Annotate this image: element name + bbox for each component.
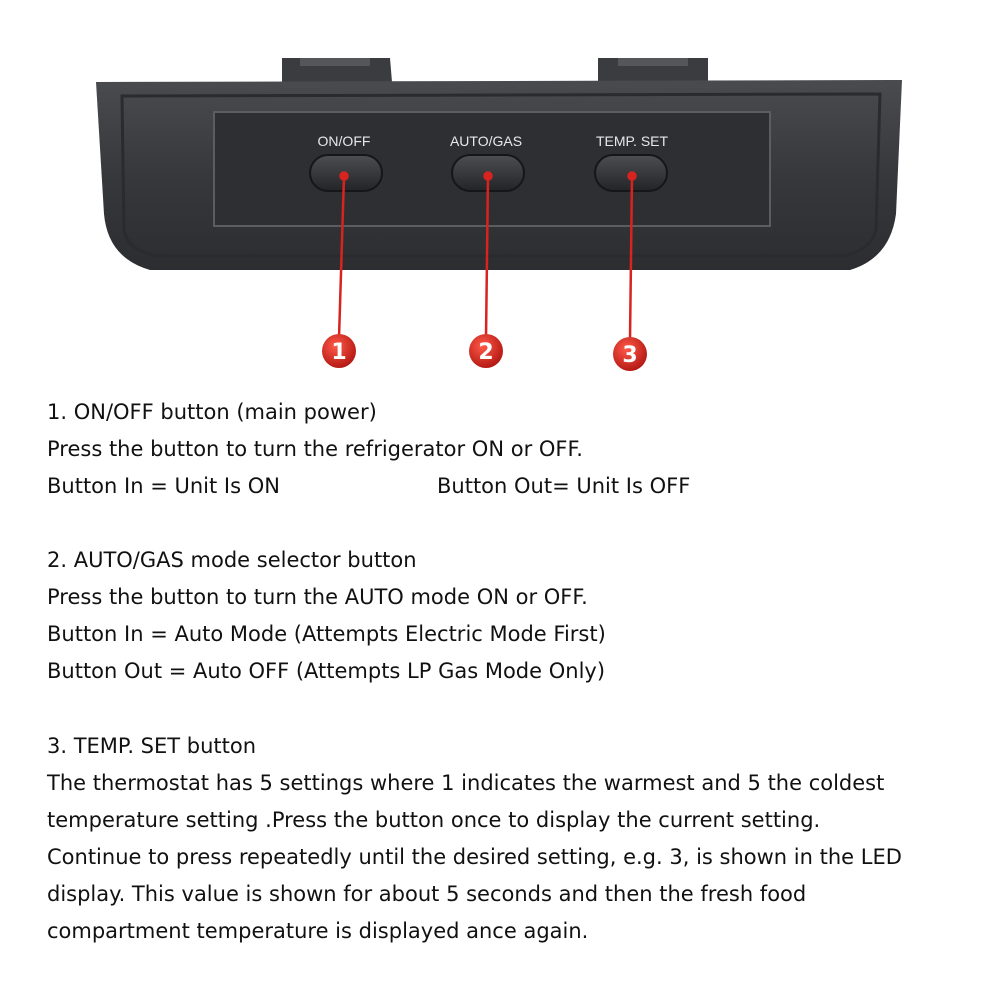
section-line: temperature setting .Press the button once to display the current setting.: [47, 808, 821, 832]
section-auto-gas: [47, 542, 977, 690]
section-on-off: [47, 394, 977, 505]
auto-gas-label: AUTO/GAS: [449, 133, 523, 149]
callout-badge-3: [613, 337, 647, 371]
section-temp-set: [47, 728, 977, 950]
button-out-text: Button Out= Unit Is OFF: [437, 474, 691, 498]
control-panel-illustration: [0, 0, 1001, 380]
section-line: compartment temperature is displayed ance again.: [47, 919, 589, 943]
section-line: display. This value is shown for about 5 seconds and then the fresh food: [47, 882, 807, 906]
section-heading: 2. AUTO/GAS mode selector button: [47, 548, 417, 572]
section-line: Continue to press repeatedly until the desired setting, e.g. 3, is shown in the LED: [47, 845, 902, 869]
button-in-text: Button In = Unit Is ON: [47, 474, 280, 498]
section-line: Press the button to turn the AUTO mode ON or OFF.: [47, 585, 588, 609]
callout-badge-2: [469, 334, 503, 368]
on-off-label: ON/OFF: [317, 133, 371, 149]
callout-dot-2: [485, 173, 492, 180]
section-heading: 1. ON/OFF button (main power): [47, 400, 377, 424]
callout-number-2: 2: [478, 340, 494, 365]
section-line: Press the button to turn the refrigerator ON or OFF.: [47, 437, 583, 461]
section-line: Button In = Auto Mode (Attempts Electric Mode First): [47, 622, 606, 646]
temp-set-label: TEMP. SET: [595, 133, 669, 149]
callout-dot-1: [341, 173, 348, 180]
callout-dot-3: [629, 173, 636, 180]
in-out-row: [47, 468, 977, 505]
callout-badge-1: [322, 334, 356, 368]
section-line: The thermostat has 5 settings where 1 indicates the warmest and 5 the coldest: [47, 771, 885, 795]
section-heading: 3. TEMP. SET button: [47, 734, 257, 758]
callout-number-3: 3: [622, 343, 638, 368]
callout-number-1: 1: [331, 340, 347, 365]
control-panel-figure: [0, 0, 1001, 380]
section-line: Button Out = Auto OFF (Attempts LP Gas Mode Only): [47, 659, 606, 683]
